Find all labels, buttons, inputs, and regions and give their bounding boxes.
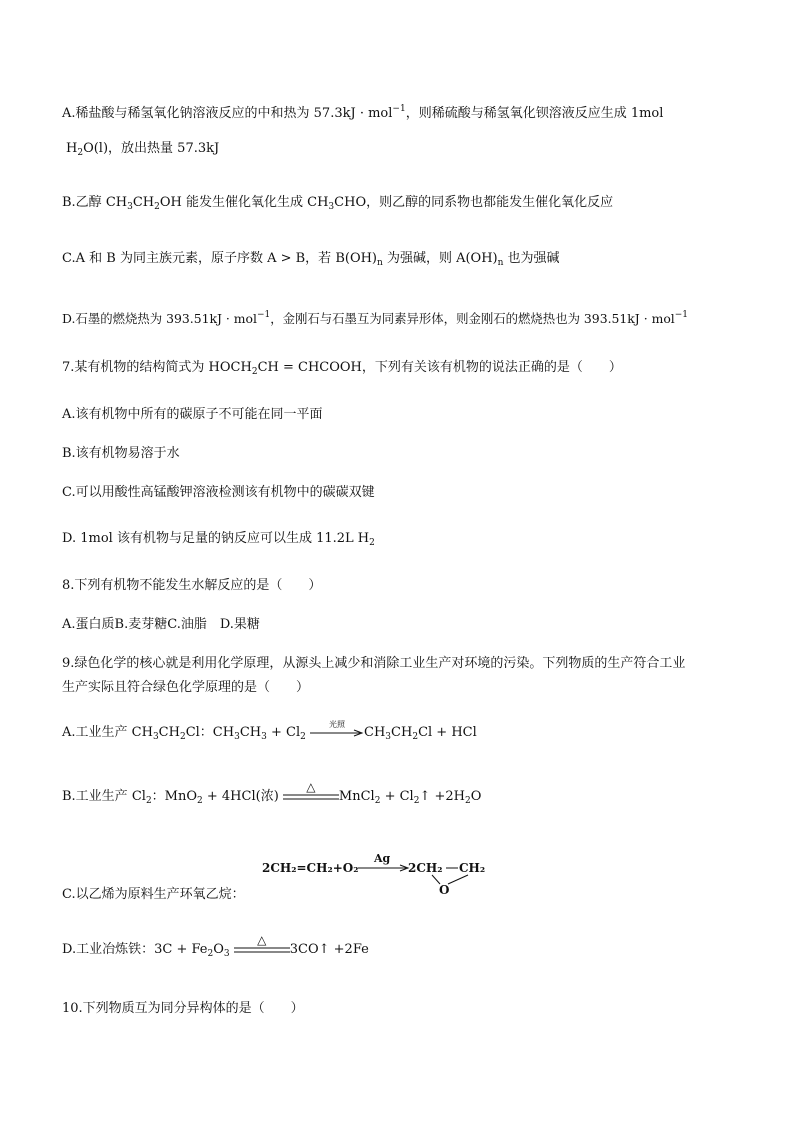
q7-option-d: D. 1mol 该有机物与足量的钠反应可以生成 11.2L $H_2$ <box>62 531 375 548</box>
q8-options: A.蛋白质B.麦芽糖C.油脂 D.果糖 <box>62 617 260 632</box>
q8-stem: 8.下列有机物不能发生水解反应的是（ ） <box>62 578 322 593</box>
q7-option-c: C.可以用酸性高锰酸钾溶液检测该有机物中的碳碳双键 <box>62 485 375 500</box>
q7-option-a: A.该有机物中所有的碳原子不可能在同一平面 <box>62 407 323 422</box>
q7-stem: 7.某有机物的结构简式为 $HOCH_2CH$ = CHCOOH，下列有关该有机物的说法正确的是（ ） <box>62 360 622 377</box>
epoxide-oxygen: O <box>439 883 450 896</box>
q9-option-a: A.工业生产 $CH_3CH_2Cl$：$CH_3CH_3 + Cl_2$ 光照 $CH_3CH_2Cl$ + HCl <box>62 719 477 742</box>
reaction-heat-equals: △ <box>283 794 339 800</box>
epoxide-reaction-diagram <box>262 848 492 896</box>
q9-option-b: B.工业生产 $Cl_2$：MnO$_2$ + 4HCl(浓) △ MnCl$_2$ + $Cl_2↑ +2H_2O$ <box>62 779 482 806</box>
q6-option-b: B.乙醇 $CH_3CH_2OH$ 能发生催化氧化生成 $CH_3CHO$，则乙醇的同系物也都能发生催化氧化反应 <box>62 195 614 212</box>
q9-option-c: C.以乙烯为原料生产环氧乙烷： <box>62 887 245 902</box>
q9-stem-line1: 9.绿色化学的核心就是利用化学原理，从源头上减少和消除工业生产对环境的污染。下列物质的生产符合工业 <box>62 656 686 671</box>
q9-stem-line2: 生产实际且符合绿色化学原理的是（ ） <box>62 680 310 695</box>
epoxide-product-right: CH₂ <box>459 861 486 875</box>
co-bond-right <box>448 875 468 884</box>
epoxide-reaction-equation <box>262 848 492 900</box>
reaction-heat-equals-d: △ <box>234 947 290 953</box>
right-arrow-icon <box>310 729 364 737</box>
q6-option-a-line1: A.稀盐酸与稀氢氧化钠溶液反应的中和热为 57.3kJ · mol$^{-1}$，则稀硫酸与稀氢氧化钡溶液反应生成 1mol <box>62 104 664 121</box>
q10-stem: 10.下列物质互为同分异构体的是（ ） <box>62 1001 304 1016</box>
reaction-arrow-light: 光照 <box>310 729 364 737</box>
q6-option-a-line2: $H_2O(l)$，放出热量 57.3kJ <box>66 141 220 158</box>
epoxide-product-left: 2CH₂ <box>408 861 443 875</box>
catalyst-label: Ag <box>374 852 391 865</box>
q6-option-c: C.A 和 B 为同主族元素，原子序数 A > B，若 $B(OH)_n$ 为强碱，则 $A(OH)_n$ 也为强碱 <box>62 251 560 268</box>
q7-option-b: B.该有机物易溶于水 <box>62 446 180 461</box>
q9-option-d: D.工业冶炼铁：$3C + Fe_2O_3$ △ 3CO↑ +2Fe <box>62 932 369 959</box>
epoxide-reactants: 2CH₂=CH₂+O₂ <box>262 861 359 875</box>
q6-option-d: D.石墨的燃烧热为 393.51kJ · mol$^{-1}$，金刚石与石墨互为同素异形体，则金刚石的燃烧热也为 393.51kJ · mol$^{-1}$ <box>62 310 689 326</box>
